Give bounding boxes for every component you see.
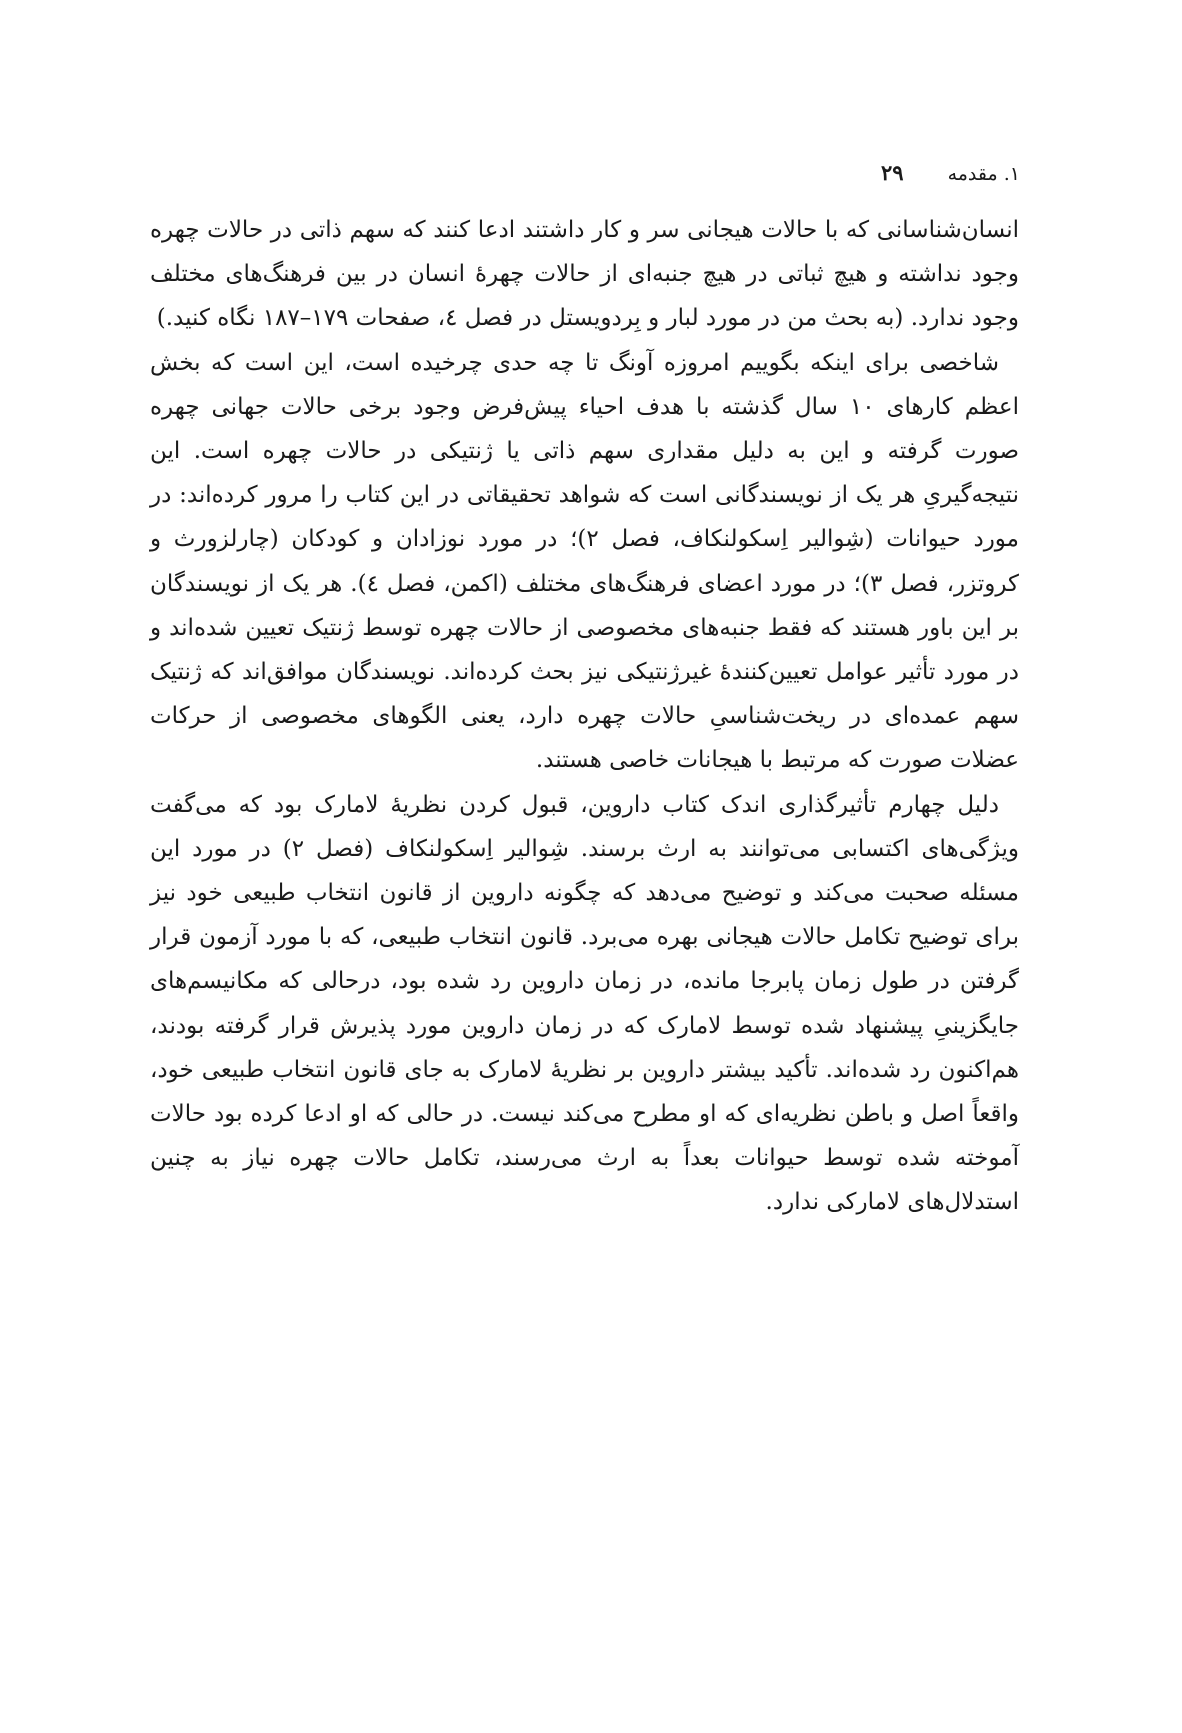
paragraph: دلیل چهارم تأثیرگذاری اندک کتاب داروین، قبول کردن نظریهٔ لامارک بود که می‌گفت ویژگی‌های اکتسابی می‌توانند به ارث برسند. شِوالیر اِسکولنکاف (فصل ۲) در مورد این مسئله صحبت می‌کند و توضیح می‌دهد که چگونه داروین از قانون انتخاب طبیعی خود نیز برای توضیح تکامل حالات هیجانی بهره می‌برد. قانون انتخاب طبیعی، که با مورد آزمون قرار گرفتن در طول زمان پابرجا مانده، در زمان داروین رد شده بود، درحالی که مکانیسم‌های جایگزینیِ پیشنهاد شده توسط لامارک که در زمان داروین مورد پذیرش قرار گرفته بودند، هم‌اکنون رد شده‌اند. تأکید بیشتر داروین بر نظریهٔ لامارک به جای قانون انتخاب طبیعی خود، واقعاً اصل و باطن نظریه‌ای که او مطرح می‌کند نیست. در حالی که او ادعا کرده بود حالات آموخته شده توسط حیوانات بعداً به ارث می‌رسند، تکامل حالات چهره نیاز به چنین استدلال‌های لامارکی ندارد. [150, 791, 1019, 1216]
paragraph: شاخصی برای اینکه بگوییم امروزه آونگ تا چه حدی چرخیده است، این است که بخش اعظم کارهای ۱۰ سال گذشته با هدف احیاء پیش‌فرض وجود برخی حالات جهانی چهره صورت گرفته و این به دلیل مقداری سهم ذاتی یا ژنتیکی در حالات چهره است. این نتیجه‌گیریِ هر یک از نویسندگانی است که شواهد تحقیقاتی در این کتاب را مرور کرده‌اند: در مورد حیوانات (شِوالیر اِسکولنکاف، فصل ۲)؛ در مورد نوزادان و کودکان (چارلزورث و کروتزر، فصل ۳)؛ در مورد اعضای فرهنگ‌های مختلف (اکمن، فصل ٤). هر یک از نویسندگان بر این باور هستند که فقط جنبه‌های مخصوصی از حالات چهره توسط ژنتیک تعیین شده‌اند و در مورد تأثیر عوامل تعیین‌کنندهٔ غیرژنتیکی نیز بحث کرده‌اند. نویسندگان موافق‌اند که ژنتیک سهم عمده‌ای در ریخت‌شناسیِ حالات چهره دارد، یعنی الگوهای مخصوصی از حرکات عضلات صورت که مرتبط با هیجانات خاصی هستند. [150, 349, 1019, 774]
running-header [881, 160, 1020, 185]
body-text [150, 208, 1019, 1225]
chapter-title: ۱. مقدمه [947, 163, 1020, 185]
paragraph: انسان‌شناسانی که با حالات هیجانی سر و کار داشتند ادعا کنند که سهم ذاتی در حالات چهره وجود نداشته و هیچ ثباتی در هیچ جنبه‌ای از حالات چهرهٔ انسان در بین فرهنگ‌های مختلف وجود ندارد. (به بحث من در مورد لبار و بِردویستل در فصل ٤، صفحات ۱۷۹–۱۸۷ نگاه کنید.) [150, 217, 1019, 332]
page-number: ۲۹ [881, 160, 904, 185]
